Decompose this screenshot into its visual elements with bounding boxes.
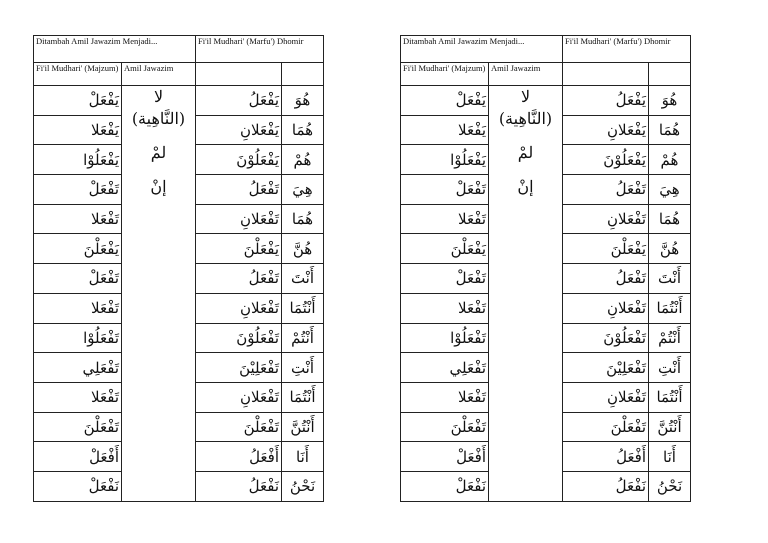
marfu-cell: تَفْعَلِيْنَ	[196, 353, 282, 383]
majzum-cell: تَفْعَلِي	[34, 353, 122, 383]
majzum-cell: تَفْعَلا	[34, 293, 122, 323]
marfu-cell: يَفْعَلانِ	[563, 115, 649, 145]
dhomir-cell: أَنْتُنَّ	[282, 412, 324, 442]
majzum-cell: يَفْعَلا	[34, 115, 122, 145]
majzum-cell: تَفْعَلِي	[401, 353, 489, 383]
majzum-cell: تَفْعَلُوْا	[401, 323, 489, 353]
marfu-cell: أَفْعَلُ	[563, 442, 649, 472]
header-marfu-dhomir: Fi'il Mudhari' (Marfu') Dhomir	[196, 36, 324, 63]
amil-in: إنْ	[150, 177, 167, 196]
header-majzum: Fi'il Mudhari' (Majzum)	[401, 63, 489, 86]
majzum-cell: يَفْعَلُوْا	[34, 145, 122, 175]
dhomir-cell: هِيَ	[649, 175, 691, 205]
marfu-cell: تَفْعَلُ	[563, 264, 649, 294]
amil-spacer	[124, 164, 193, 176]
amil-lam: لمْ	[150, 143, 167, 162]
majzum-cell: أَفْعَلْ	[401, 442, 489, 472]
dhomir-cell: أَنْتُنَّ	[649, 412, 691, 442]
dhomir-cell: أَنْتَ	[282, 264, 324, 294]
header-ditambah: Ditambah Amil Jawazim Menjadi...	[34, 36, 196, 63]
dhomir-cell: هُوَ	[649, 86, 691, 116]
dhomir-cell: نَحْنُ	[282, 471, 324, 501]
marfu-cell: تَفْعَلانِ	[563, 382, 649, 412]
marfu-cell: يَفْعَلُ	[196, 86, 282, 116]
marfu-cell: تَفْعَلانِ	[563, 293, 649, 323]
dhomir-cell: أَنْتُمَا	[282, 293, 324, 323]
header-amil-jawazim: Amil Jawazim	[489, 63, 563, 86]
majzum-cell: تَفْعَلا	[34, 204, 122, 234]
subheader-row	[401, 63, 691, 86]
header-row	[34, 36, 324, 63]
dhomir-cell: هُنَّ	[649, 234, 691, 264]
amil-nahiya: (النَّاهِية)	[498, 109, 553, 128]
majzum-cell: نَفْعَلْ	[34, 471, 122, 501]
majzum-cell: تَفْعَلْ	[401, 264, 489, 294]
conjugation-table	[33, 35, 324, 502]
marfu-cell: يَفْعَلانِ	[196, 115, 282, 145]
conjugation-table	[400, 35, 691, 502]
marfu-cell: تَفْعَلِيْنَ	[563, 353, 649, 383]
majzum-cell: يَفْعَلُوْا	[401, 145, 489, 175]
dhomir-cell: هُوَ	[282, 86, 324, 116]
amil-spacer	[491, 130, 560, 142]
dhomir-cell: هُنَّ	[282, 234, 324, 264]
header-ditambah: Ditambah Amil Jawazim Menjadi...	[401, 36, 563, 63]
marfu-cell: نَفْعَلُ	[196, 471, 282, 501]
marfu-cell: أَفْعَلُ	[196, 442, 282, 472]
dhomir-cell: أَنَا	[282, 442, 324, 472]
marfu-cell: تَفْعَلُ	[563, 175, 649, 205]
majzum-cell: يَفْعَلْنَ	[34, 234, 122, 264]
header-empty	[196, 63, 282, 86]
marfu-cell: تَفْعَلُوْنَ	[563, 323, 649, 353]
amil-nahiya: (النَّاهِية)	[131, 109, 186, 128]
header-amil-jawazim: Amil Jawazim	[122, 63, 196, 86]
dhomir-cell: أَنْتِ	[282, 353, 324, 383]
majzum-cell: تَفْعَلا	[401, 293, 489, 323]
dhomir-cell: هُمَا	[282, 204, 324, 234]
dhomir-cell: هُمَا	[649, 115, 691, 145]
majzum-cell: يَفْعَلْ	[401, 86, 489, 116]
marfu-cell: يَفْعَلْنَ	[196, 234, 282, 264]
marfu-cell: تَفْعَلُ	[196, 264, 282, 294]
dhomir-cell: أَنْتُمَا	[649, 293, 691, 323]
header-row	[401, 36, 691, 63]
majzum-cell: نَفْعَلْ	[401, 471, 489, 501]
marfu-cell: يَفْعَلْنَ	[563, 234, 649, 264]
dhomir-cell: أَنْتِ	[649, 353, 691, 383]
table-row	[401, 86, 691, 116]
majzum-cell: يَفْعَلْنَ	[401, 234, 489, 264]
majzum-cell: تَفْعَلا	[401, 204, 489, 234]
majzum-cell: تَفْعَلْ	[34, 264, 122, 294]
dhomir-cell: هُمْ	[649, 145, 691, 175]
header-marfu-dhomir: Fi'il Mudhari' (Marfu') Dhomir	[563, 36, 691, 63]
majzum-cell: تَفْعَلا	[401, 382, 489, 412]
amil-lam: لمْ	[517, 143, 534, 162]
majzum-cell: أَفْعَلْ	[34, 442, 122, 472]
marfu-cell: يَفْعَلُوْنَ	[563, 145, 649, 175]
dhomir-cell: أَنْتُمْ	[649, 323, 691, 353]
marfu-cell: يَفْعَلُ	[563, 86, 649, 116]
amil-in: إنْ	[517, 177, 534, 196]
majzum-cell: يَفْعَلْ	[34, 86, 122, 116]
majzum-cell: تَفْعَلُوْا	[34, 323, 122, 353]
dhomir-cell: هُمَا	[282, 115, 324, 145]
dhomir-cell: نَحْنُ	[649, 471, 691, 501]
marfu-cell: تَفْعَلْنَ	[196, 412, 282, 442]
majzum-cell: تَفْعَلْ	[401, 175, 489, 205]
header-majzum: Fi'il Mudhari' (Majzum)	[34, 63, 122, 86]
marfu-cell: تَفْعَلانِ	[196, 382, 282, 412]
dhomir-cell: هُمْ	[282, 145, 324, 175]
amil-spacer	[491, 164, 560, 176]
header-empty	[282, 63, 324, 86]
amil-la: لا	[520, 87, 531, 106]
majzum-cell: تَفْعَلْنَ	[401, 412, 489, 442]
amil-la: لا	[153, 87, 164, 106]
marfu-cell: تَفْعَلْنَ	[563, 412, 649, 442]
marfu-cell: يَفْعَلُوْنَ	[196, 145, 282, 175]
dhomir-cell: أَنَا	[649, 442, 691, 472]
marfu-cell: نَفْعَلُ	[563, 471, 649, 501]
marfu-cell: تَفْعَلانِ	[196, 204, 282, 234]
majzum-cell: تَفْعَلْ	[34, 175, 122, 205]
majzum-cell: يَفْعَلا	[401, 115, 489, 145]
majzum-cell: تَفْعَلا	[34, 382, 122, 412]
marfu-cell: تَفْعَلانِ	[196, 293, 282, 323]
dhomir-cell: أَنْتَ	[649, 264, 691, 294]
marfu-cell: تَفْعَلانِ	[563, 204, 649, 234]
header-empty	[563, 63, 649, 86]
amil-jawazim-cell	[122, 86, 196, 502]
amil-spacer	[124, 130, 193, 142]
table-row	[34, 86, 324, 116]
dhomir-cell: أَنْتُمَا	[282, 382, 324, 412]
dhomir-cell: هِيَ	[282, 175, 324, 205]
amil-jawazim-cell	[489, 86, 563, 502]
majzum-cell: تَفْعَلْنَ	[34, 412, 122, 442]
dhomir-cell: أَنْتُمَا	[649, 382, 691, 412]
marfu-cell: تَفْعَلُوْنَ	[196, 323, 282, 353]
header-empty	[649, 63, 691, 86]
marfu-cell: تَفْعَلُ	[196, 175, 282, 205]
dhomir-cell: أَنْتُمْ	[282, 323, 324, 353]
subheader-row	[34, 63, 324, 86]
dhomir-cell: هُمَا	[649, 204, 691, 234]
